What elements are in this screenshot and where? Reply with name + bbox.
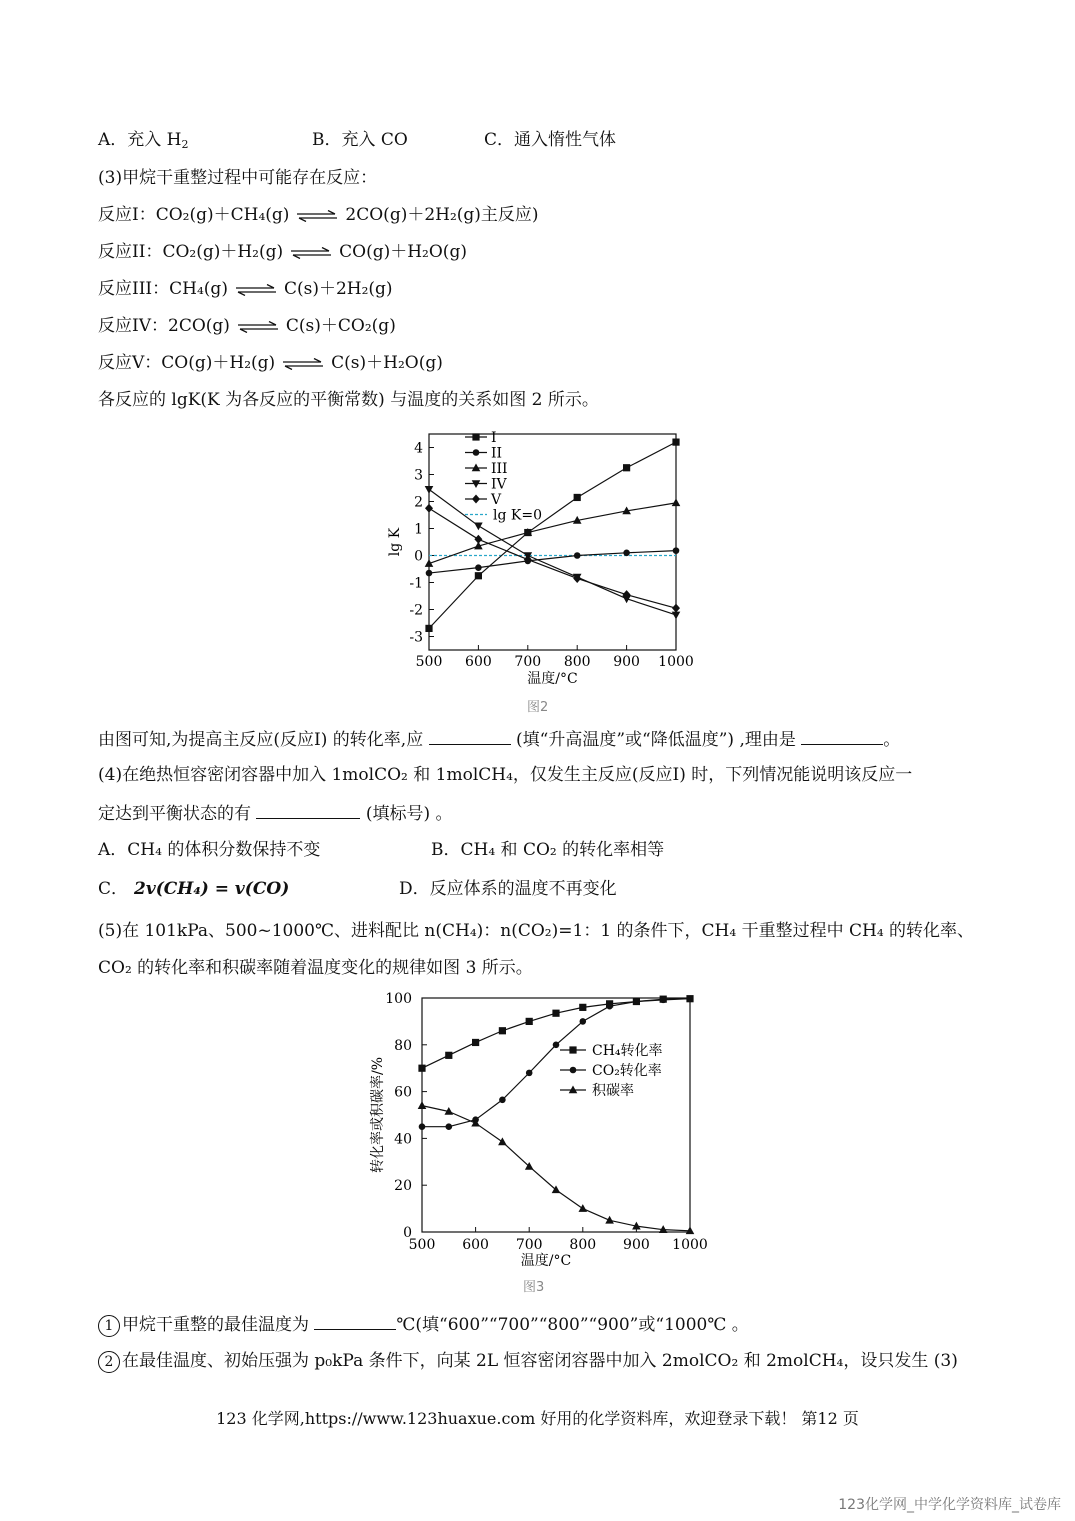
legend-label-II: II xyxy=(491,445,503,462)
q3-fill-text: 由图可知,为提高主反应(反应I) 的转化率,应 xyxy=(98,730,424,750)
equilibrium-arrow-icon xyxy=(236,321,280,333)
x-tick-label: 700 xyxy=(515,1237,543,1253)
y-tick-label: 2 xyxy=(414,494,423,511)
q5-sub1 xyxy=(98,1311,749,1337)
data-point-I xyxy=(475,572,482,579)
reaction-label: 反应IV： xyxy=(98,316,168,336)
equilibrium-arrow-icon xyxy=(281,358,325,370)
reaction-3 xyxy=(98,277,393,301)
y-tick-label: 0 xyxy=(403,1225,412,1241)
data-point-III xyxy=(672,498,681,506)
q5-line1: (5)在 101kPa、500~1000℃、进料配比 n(CH₄)：n(CO₂)=1：1 的条件下，CH₄ 干重整过程中 CH₄ 的转化率、 xyxy=(98,921,975,941)
y-tick-label: 1 xyxy=(414,521,423,538)
figure-3-caption: 图3 xyxy=(523,1280,545,1295)
reaction-4 xyxy=(98,314,396,338)
reaction-right: CO(g)＋H₂O(g) xyxy=(339,242,467,262)
equilibrium-arrow-icon xyxy=(289,247,333,259)
x-tick-label: 900 xyxy=(613,654,640,670)
data-point-1 xyxy=(526,1070,533,1077)
reaction-label: 反应III： xyxy=(98,279,170,299)
y-tick-label: 60 xyxy=(394,1084,412,1101)
q3-intro: (3)甲烷干重整过程中可能存在反应： xyxy=(98,168,378,188)
data-point-1 xyxy=(446,1123,453,1130)
figure-3-chart xyxy=(360,986,710,1276)
q5-line2: CO₂ 的转化率和积碳率随着温度变化的规律如图 3 所示。 xyxy=(98,958,533,978)
option-a-subscript: 2 xyxy=(181,138,189,151)
reaction-1 xyxy=(98,203,539,227)
q4-line2-text: 定达到平衡状态的有 xyxy=(98,804,251,824)
y-axis-label: lg K xyxy=(387,527,403,557)
equilibrium-arrow-icon xyxy=(234,284,278,296)
reaction-left: CO₂(g)＋CH₄(g) xyxy=(155,205,290,225)
data-point-1 xyxy=(499,1096,506,1103)
q3-description: 各反应的 lgK(K 为各反应的平衡常数) 与温度的关系如图 2 所示。 xyxy=(98,390,599,410)
q3-fill-end: 。 xyxy=(883,730,901,750)
answer-blank[interactable] xyxy=(429,726,511,745)
data-point-V xyxy=(672,604,680,613)
data-point-1 xyxy=(580,1018,587,1025)
y-tick-label: 40 xyxy=(394,1131,412,1148)
reaction-left: CO(g)＋H₂(g) xyxy=(161,353,276,373)
data-point-2 xyxy=(605,1216,614,1224)
x-tick-label: 600 xyxy=(462,1237,489,1253)
legend-marker-II xyxy=(473,449,480,456)
legend-marker-IV xyxy=(472,480,481,488)
y-tick-label: 100 xyxy=(385,991,412,1007)
data-point-2 xyxy=(418,1101,427,1109)
q4-line1: (4)在绝热恒容密闭容器中加入 1molCO₂ 和 1molCH₄，仅发生主反应(反应I) 时，下列情况能说明该反应一 xyxy=(98,765,913,785)
data-point-2 xyxy=(498,1137,507,1145)
q4-option-b: B．CH₄ 和 CO₂ 的转化率相等 xyxy=(431,840,665,860)
option-a xyxy=(98,128,189,157)
x-tick-label: 600 xyxy=(465,654,492,670)
data-point-0 xyxy=(472,1039,479,1046)
q5-sub2-text: 在最佳温度、初始压强为 p₀kPa 条件下，向某 2L 恒容密闭容器中加入 2molCO₂ 和 2molCH₄，设只发生 (3) xyxy=(122,1351,958,1371)
data-point-I xyxy=(574,494,581,501)
reaction-left: 2CO(g) xyxy=(168,316,230,336)
x-tick-label: 700 xyxy=(514,654,542,670)
y-tick-label: -3 xyxy=(409,629,423,646)
y-tick-label: 0 xyxy=(414,548,423,565)
answer-blank-reason[interactable] xyxy=(801,726,883,745)
data-point-I xyxy=(672,439,679,446)
data-point-2 xyxy=(579,1204,588,1212)
data-point-II xyxy=(574,552,581,559)
data-point-II xyxy=(673,547,680,554)
data-point-IV xyxy=(672,612,681,620)
reaction-label: 反应V： xyxy=(98,353,162,373)
reaction-right: C(s)＋H₂O(g) xyxy=(331,353,443,373)
data-point-1 xyxy=(606,1003,613,1010)
x-tick-label: 500 xyxy=(408,1237,436,1253)
data-point-1 xyxy=(660,997,667,1004)
x-tick-label: 900 xyxy=(623,1237,650,1253)
page-footer: 123 化学网,https://www.123huaxue.com 好用的化学资料库，欢迎登录下载！ 第12 页 xyxy=(216,1409,859,1428)
reaction-label: 反应I： xyxy=(98,205,156,225)
legend-label-1: CO₂转化率 xyxy=(592,1063,662,1079)
reaction-right: C(s)＋2H₂(g) xyxy=(283,279,393,299)
circled-number-2: 2 xyxy=(98,1351,120,1373)
legend-label-reference: lg K=0 xyxy=(493,507,542,524)
q3-fill-line xyxy=(98,726,900,752)
data-point-II xyxy=(475,564,482,571)
data-point-IV xyxy=(425,486,434,494)
plot-frame xyxy=(429,434,676,650)
circled-number-1: 1 xyxy=(98,1315,120,1337)
series-line-II xyxy=(429,551,676,573)
data-point-V xyxy=(474,535,482,544)
y-axis-label: 转化率或积碳率/% xyxy=(370,1056,386,1174)
legend-label-III: III xyxy=(491,461,508,477)
data-point-1 xyxy=(633,998,640,1005)
data-point-IV xyxy=(474,523,483,531)
y-tick-label: 3 xyxy=(414,467,423,484)
series-line-III xyxy=(429,503,676,564)
equilibrium-arrow-icon xyxy=(295,210,339,222)
data-point-1 xyxy=(553,1042,560,1049)
legend-marker-1 xyxy=(570,1067,577,1074)
x-tick-label: 800 xyxy=(563,654,591,670)
legend-label-I: I xyxy=(491,430,497,446)
q4-option-a: A．CH₄ 的体积分数保持不变 xyxy=(98,840,321,860)
q4-option-c-formula: 2v(CH₄) = v(CO) xyxy=(134,879,290,899)
data-point-0 xyxy=(552,1010,559,1017)
reaction-left: CO₂(g)＋H₂(g) xyxy=(162,242,284,262)
legend-marker-0 xyxy=(569,1046,576,1053)
plot-frame xyxy=(422,998,690,1232)
legend-label-V: V xyxy=(491,492,502,508)
legend-label-2: 积碳率 xyxy=(592,1083,634,1099)
data-point-0 xyxy=(526,1018,533,1025)
q4-line2 xyxy=(98,800,452,826)
legend-label-IV: IV xyxy=(491,476,507,493)
data-point-0 xyxy=(579,1004,586,1011)
y-tick-label: -2 xyxy=(409,602,423,619)
data-point-II xyxy=(623,550,630,557)
x-tick-label: 800 xyxy=(569,1237,597,1253)
data-point-0 xyxy=(445,1052,452,1059)
figure-2-caption: 图2 xyxy=(527,700,549,715)
y-tick-label: -1 xyxy=(409,575,423,592)
data-point-I xyxy=(623,464,630,471)
legend-marker-V xyxy=(472,495,480,504)
legend-marker-I xyxy=(472,433,479,440)
q4-option-c-label: C． xyxy=(98,879,129,899)
reaction-right: 2CO(g)＋2H₂(g)主反应) xyxy=(345,205,539,225)
q4-option-c xyxy=(98,877,289,901)
answer-blank-q4[interactable] xyxy=(256,800,360,819)
x-tick-label: 1000 xyxy=(672,1237,708,1253)
x-tick-label: 500 xyxy=(415,654,443,670)
answer-blank-temp[interactable] xyxy=(314,1311,396,1330)
option-c: C．通入惰性气体 xyxy=(484,130,617,150)
y-tick-label: 4 xyxy=(414,440,423,457)
x-tick-label: 1000 xyxy=(658,654,694,670)
data-point-1 xyxy=(419,1123,426,1130)
data-point-1 xyxy=(687,995,694,1002)
series-line-I xyxy=(429,442,676,628)
data-point-0 xyxy=(499,1027,506,1034)
reaction-2 xyxy=(98,240,467,264)
q3-fill-text-2: (填“升高温度”或“降低温度”) ,理由是 xyxy=(516,730,796,750)
watermark: 123化学网_中学化学资料库_试卷库 xyxy=(838,1497,1061,1513)
y-tick-label: 20 xyxy=(394,1178,412,1195)
option-b: B．充入 CO xyxy=(312,130,408,150)
data-point-V xyxy=(425,504,433,513)
legend-marker-III xyxy=(472,464,481,472)
data-point-II xyxy=(426,570,433,577)
option-a-text: A．充入 H xyxy=(98,130,182,150)
legend-label-0: CH₄转化率 xyxy=(592,1043,663,1059)
data-point-0 xyxy=(418,1065,425,1072)
data-point-I xyxy=(425,625,432,632)
q4-option-d: D．反应体系的温度不再变化 xyxy=(399,879,617,899)
q5-sub1-text-2: ℃(填“600”“700”“800”“900”或“1000℃ 。 xyxy=(396,1315,749,1335)
x-axis-label: 温度/°C xyxy=(527,671,578,687)
reaction-right: C(s)＋CO₂(g) xyxy=(285,316,396,336)
q5-sub1-text: 甲烷干重整的最佳温度为 xyxy=(122,1315,309,1335)
y-tick-label: 80 xyxy=(394,1037,412,1054)
figure-2-chart xyxy=(370,422,710,692)
x-axis-label: 温度/°C xyxy=(520,1253,572,1269)
q4-line2-end: (填标号) 。 xyxy=(365,804,453,824)
q5-sub2 xyxy=(98,1349,958,1373)
reaction-5 xyxy=(98,351,443,375)
reaction-label: 反应II： xyxy=(98,242,163,262)
reaction-left: CH₄(g) xyxy=(169,279,228,299)
series-line-2 xyxy=(422,1106,690,1231)
